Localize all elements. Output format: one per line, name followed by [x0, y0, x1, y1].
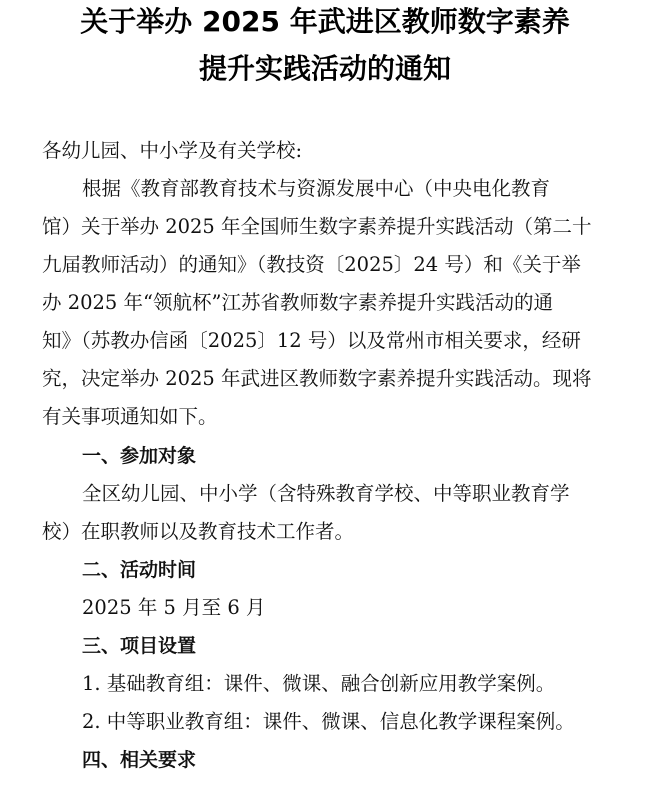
- intro-line: 究，决定举办 2025 年武进区教师数字素养提升实践活动。现将: [42, 367, 592, 390]
- intro-line: 根据《教育部教育技术与资源发展中心（中央电化教育: [82, 177, 551, 200]
- salutation: 各幼儿园、中小学及有关学校:: [42, 139, 303, 162]
- intro-line: 有关事项通知如下。: [42, 405, 218, 428]
- project-item: 2. 中等职业教育组：课件、微课、信息化教学课程案例。: [82, 710, 575, 733]
- intro-line: 知》（苏教办信函〔2025〕12 号）以及常州市相关要求，经研: [42, 329, 581, 352]
- section-heading-time: 二、活动时间: [82, 559, 197, 581]
- intro-line: 办 2025 年“领航杯”江苏省教师数字素养提升实践活动的通: [42, 291, 553, 314]
- section-heading-participants: 一、参加对象: [82, 445, 197, 467]
- section-heading-requirements: 四、相关要求: [82, 749, 197, 771]
- intro-line: 九届教师活动）的通知》（教技资〔2025〕24 号）和《关于举: [42, 253, 581, 276]
- section-text: 全区幼儿园、中小学（含特殊教育学校、中等职业教育学: [82, 482, 570, 505]
- project-item: 1. 基础教育组：课件、微课、融合创新应用教学案例。: [82, 672, 556, 695]
- intro-line: 馆）关于举办 2025 年全国师生数字素养提升实践活动（第二十: [42, 215, 592, 238]
- document-title-line-1: 关于举办 2025 年武进区教师数字素养: [80, 5, 570, 38]
- section-heading-projects: 三、项目设置: [82, 635, 197, 657]
- section-text: 2025 年 5 月至 6 月: [82, 596, 266, 619]
- document-title-line-2: 提升实践活动的通知: [198, 52, 451, 85]
- section-text: 校）在职教师以及教育技术工作者。: [42, 520, 355, 543]
